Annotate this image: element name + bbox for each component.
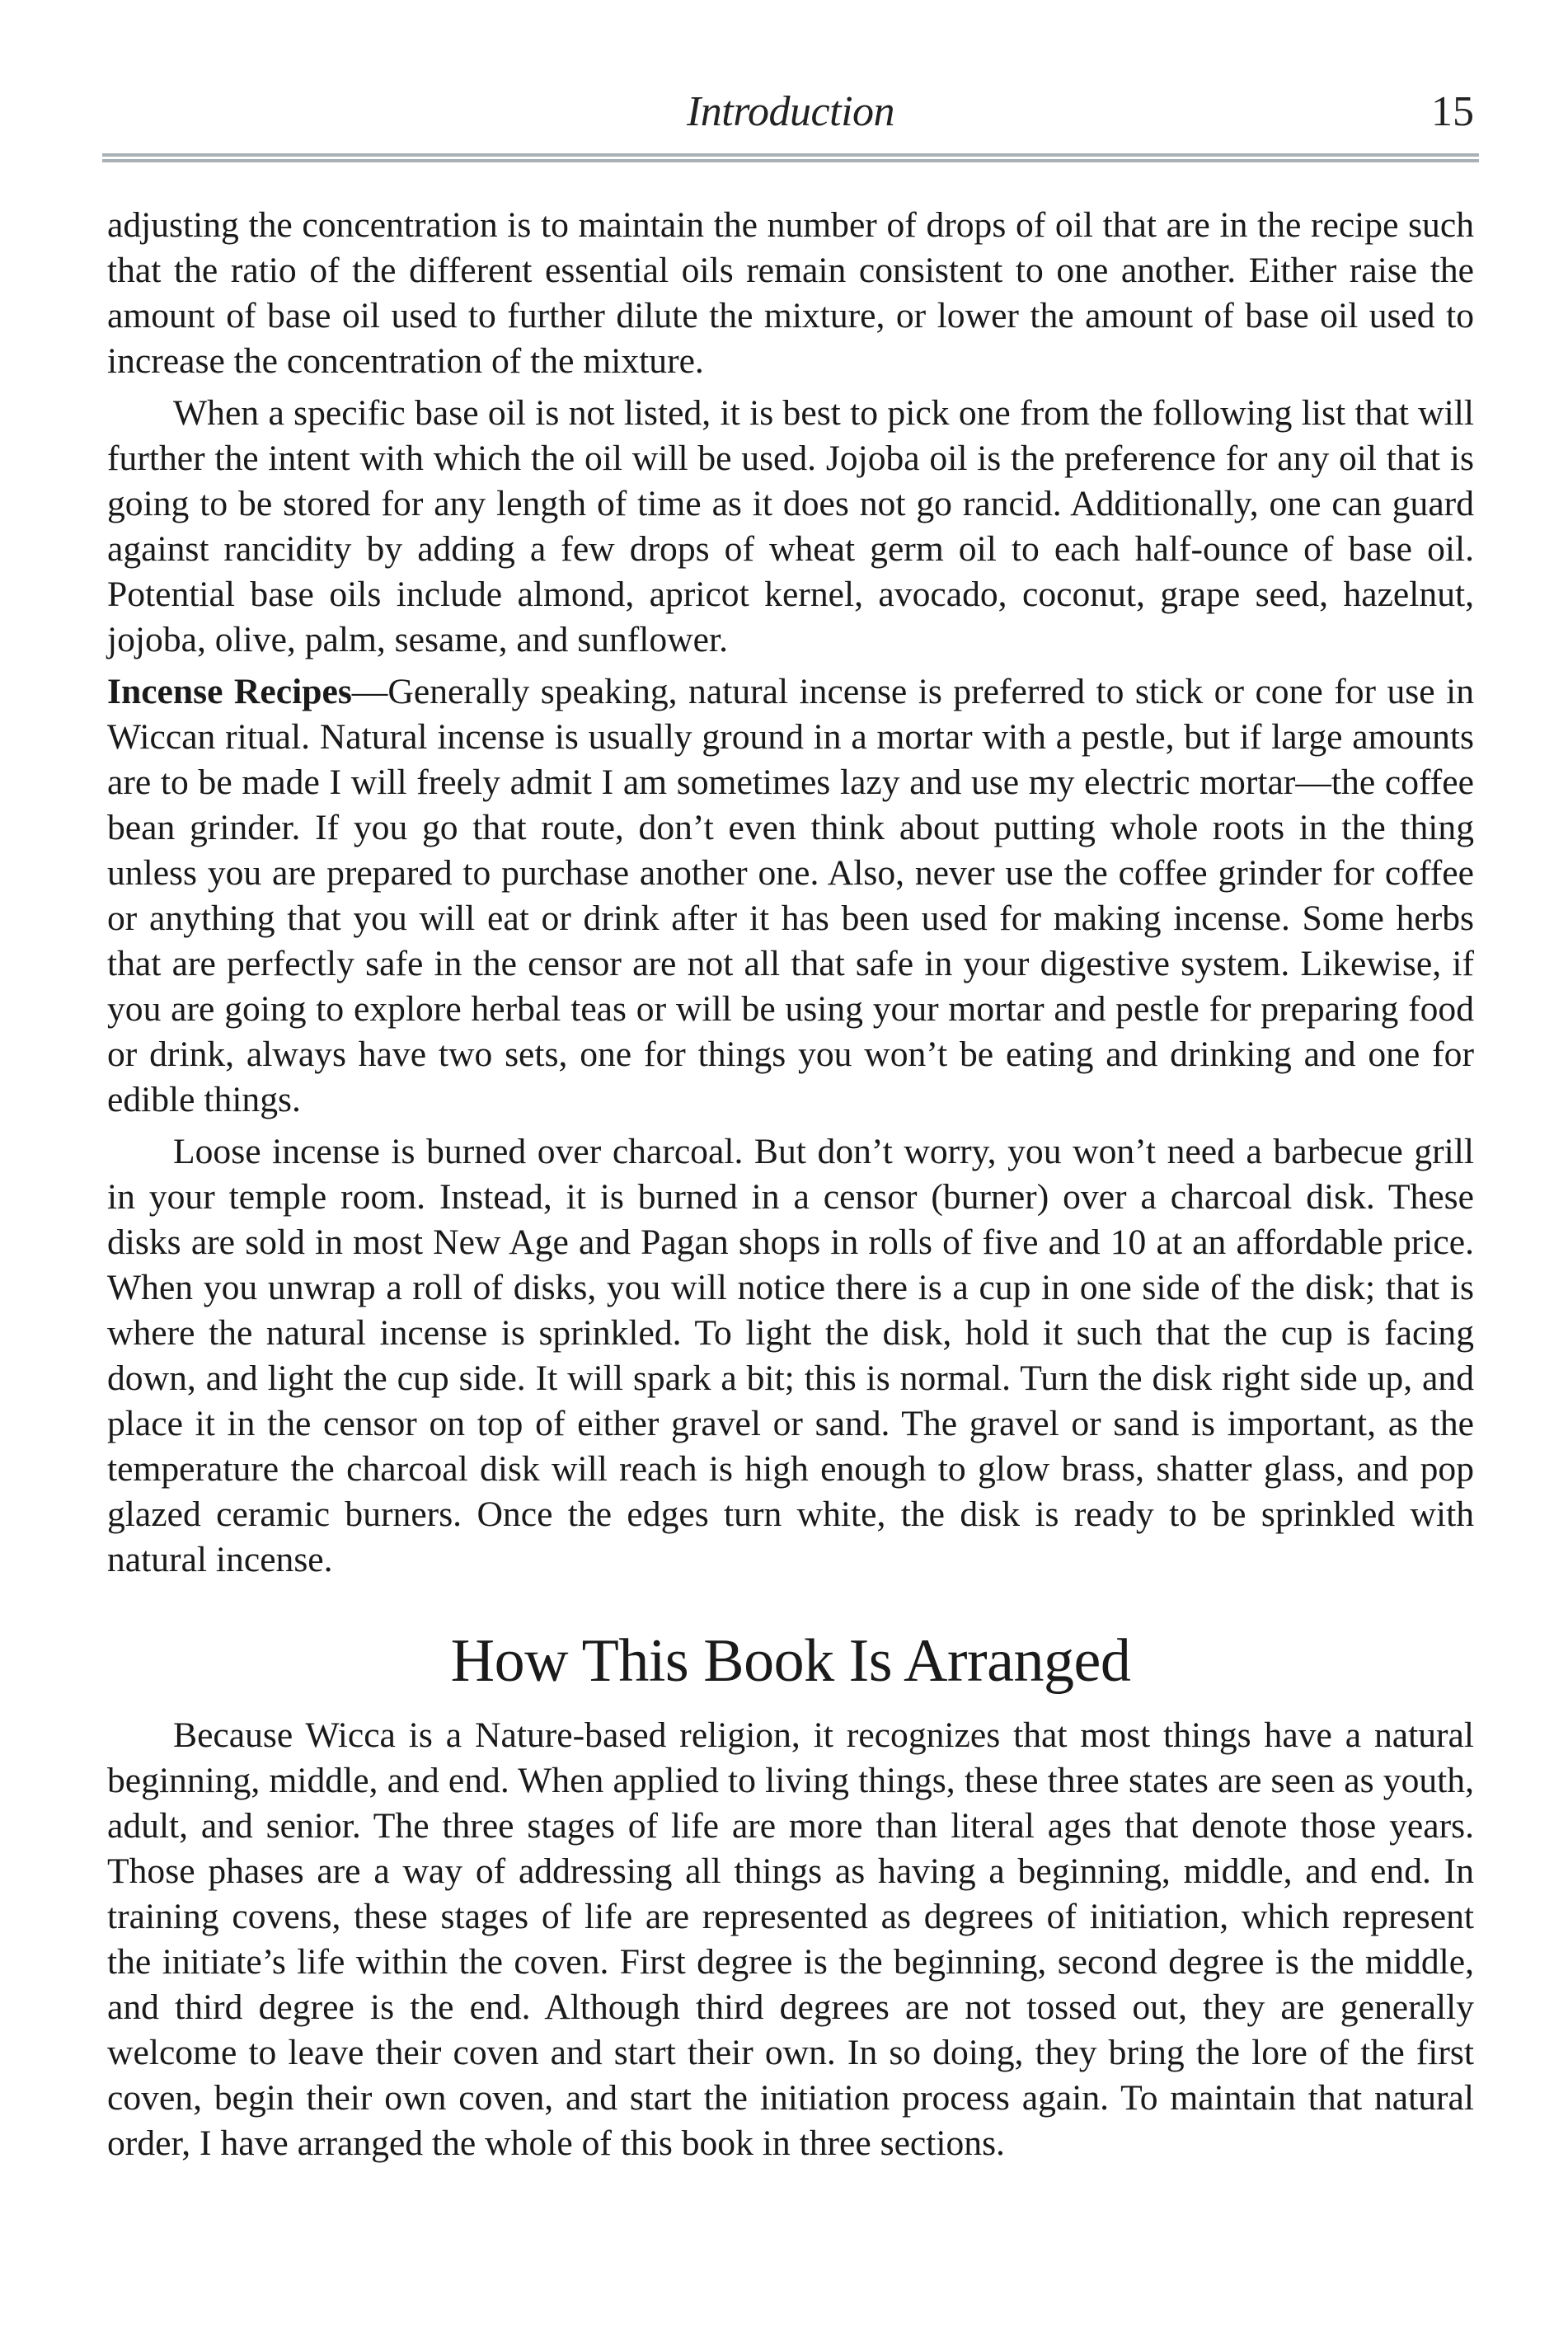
run-in-heading: Incense Recipes [107, 672, 352, 711]
paragraph-continued: adjusting the concentration is to maintain the number of drops of oil that are in the recipe such that the ratio of the different essential oils remain consistent to one another. Either raise the amount of base oil used to further dilute the mixture, or lower the amount of base oil used to increase the concentration of the mixture. [107, 205, 1474, 381]
page-number: 15 [1431, 88, 1474, 135]
running-head [107, 82, 1474, 148]
paragraph-book-arrangement: Because Wicca is a Nature-based religion, it recognizes that most things have a natural beginning, middle, and end. When applied to living things, these three states are seen as youth, adult, and senior. The three stages of life are more than literal ages that denote those years. Those phases are a way of addressing all things as having a beginning, middle, and end. In training covens, these stages of life are represented as degrees of initiation, which represent the initiate’s life within the coven. First degree is the beginning, second degree is the middle, and third degree is the end. Although third degrees are not tossed out, they are generally welcome to leave their coven and start their own. In so doing, they bring the lore of the first coven, begin their own coven, and start the initiation process again. To maintain that natural order, I have arranged the whole of this book in three sections. [107, 1715, 1474, 2163]
paragraph-incense-text: —Generally speaking, natural incense is preferred to stick or cone for use in Wiccan ritual. Natural incense is usually ground in a mortar with a pestle, but if large amounts are to be made I will freely admit I am sometimes lazy and use my electric mortar—the coffee bean grinder. If you go that route, don’t even think about putting whole roots in the thing unless you are prepared to purchase another one. Also, never use the coffee grinder for coffee or anything that you will eat or drink after it has been used for making incense. Some herbs that are perfectly safe in the censor are not all that safe in your digestive system. Likewise, if you are going to explore herbal teas or will be using your mortar and pestle for preparing food or drink, always have two sets, one for things you won’t be eating and drinking and one for edible things. [107, 672, 1474, 1119]
running-title: Introduction [686, 88, 895, 135]
header-double-rule [102, 153, 1479, 162]
section-heading: How This Book Is Arranged [450, 1627, 1131, 1695]
book-page [107, 0, 1474, 2346]
paragraph-loose-incense: Loose incense is burned over charcoal. But don’t worry, you won’t need a barbecue grill in your temple room. Instead, it is burned in a censor (burner) over a charcoal disk. These disks are sold in most New Age and Pagan shops in rolls of five and 10 at an affordable price. When you unwrap a roll of disks, you will notice there is a cup in one side of the disk; that is where the natural incense is sprinkled. To light the disk, hold it such that the cup is facing down, and light the cup side. It will spark a bit; this is normal. Turn the disk right side up, and place it in the censor on top of either gravel or sand. The gravel or sand is important, as the temperature the charcoal disk will reach is high enough to glow brass, shatter glass, and pop glazed ceramic burners. Once the edges turn white, the disk is ready to be sprinkled with natural incense. [107, 1132, 1474, 1579]
paragraph-base-oils: When a specific base oil is not listed, it is best to pick one from the following list that will further the intent with which the oil will be used. Jojoba oil is the preference for any oil that is going to be stored for any length of time as it does not go rancid. Additionally, one can guard against rancidity by adding a few drops of wheat germ oil to each half-ounce of base oil. Potential base oils include almond, apricot kernel, avocado, coconut, grape seed, hazelnut, jojoba, olive, palm, sesame, and sunflower. [107, 393, 1474, 659]
paragraph-incense-recipes [107, 669, 1474, 1123]
body-text [107, 203, 1474, 2173]
